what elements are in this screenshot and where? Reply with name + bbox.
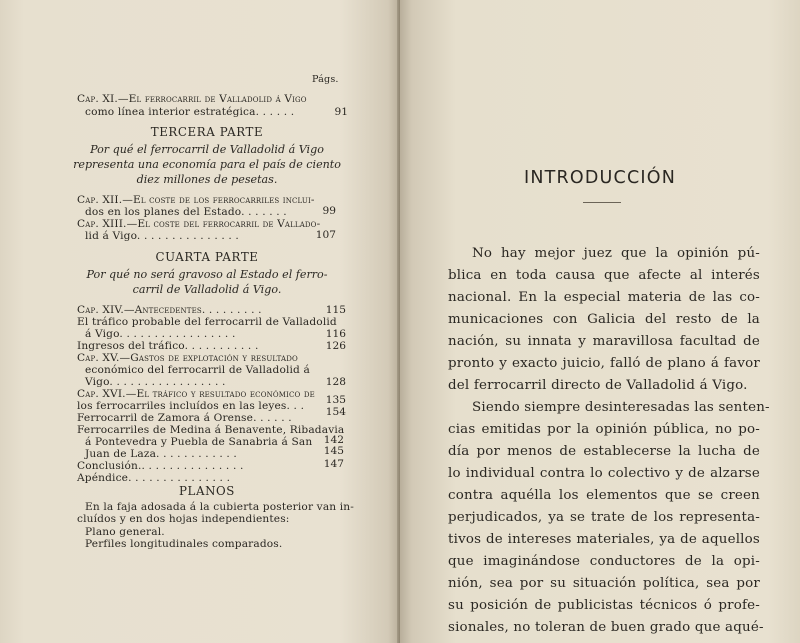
toc-line: económico del ferrocarril de Valladolid á <box>85 364 310 376</box>
paragraph-line: día por menos de establecerse la lucha de <box>448 444 760 459</box>
toc-line: Apéndice. . . . . . . . . . . . . . . <box>77 472 231 484</box>
part-three-subtitle-line: representa una economía para el país de ciento <box>73 158 341 171</box>
part-four-subtitle-line: carril de Valladolid á Vigo. <box>132 283 282 296</box>
paragraph-line: que imaginándose conductores de la opi- <box>448 554 760 569</box>
toc-page-number: 147 <box>323 458 344 470</box>
paragraph-line: municaciones con Galicia del resto de la <box>448 312 760 327</box>
toc-line: Conclusión.. . . . . . . . . . . . . . . <box>77 460 244 472</box>
paragraph-line: nión, sea por su situación política, sea por <box>448 576 760 591</box>
toc-line: Juan de Laza. . . . . . . . . . . . <box>85 448 237 460</box>
toc-page-number: 116 <box>325 328 346 340</box>
toc-page-number: 91 <box>334 106 348 118</box>
toc-line: Ferrocarril de Zamora á Orense. . . . . . <box>77 412 292 424</box>
paragraph-line: sionales, no toleran de buen grado que aqué- <box>448 620 764 635</box>
toc-line: Cap. XVI.—El tráfico y resultado económico de <box>77 388 315 400</box>
paragraph-line: perjudicados, ya se trate de los representa- <box>448 510 760 525</box>
title-divider <box>583 202 621 203</box>
right-page-introduction <box>400 0 800 643</box>
toc-line: Cap. XII.—El coste de los ferrocarriles inclui- <box>77 194 315 206</box>
toc-line: dos en los planes del Estado. . . . . . . <box>85 206 287 218</box>
toc-line: Cap. XI.—El ferrocarril de Valladolid á Vigo <box>77 93 307 105</box>
toc-page-number: 135 <box>325 394 346 406</box>
part-four-subtitle-line: Por qué no será gravoso al Estado el ferro- <box>86 268 328 281</box>
toc-line: Ferrocarriles de Medina á Benavente, Ribadavia <box>77 424 345 436</box>
toc-line: Ingresos del tráfico. . . . . . . . . . . <box>77 340 259 352</box>
planos-line: En la faja adosada á la cubierta posterior van in- <box>85 501 355 513</box>
paragraph-line: cias emitidas por la opinión pública, no po- <box>448 422 760 437</box>
paragraph-line: pronto y exacto juicio, falló de plano á favor <box>448 356 760 371</box>
part-three-subtitle-line: diez millones de pesetas. <box>136 173 278 186</box>
toc-line: como línea interior estratégica. . . . . . <box>85 106 295 118</box>
toc-page-number: 154 <box>325 406 346 418</box>
toc-page-number: 107 <box>315 229 336 241</box>
toc-line: Vigo. . . . . . . . . . . . . . . . . <box>85 376 226 388</box>
paragraph-line: su posición de publicistas técnicos ó profe- <box>448 598 760 613</box>
toc-line: á Pontevedra y Puebla de Sanabria á San <box>85 436 313 448</box>
paragraph-line: del ferrocarril directo de Valladolid á Vigo. <box>448 378 748 393</box>
toc-page-number: 142 <box>323 434 344 446</box>
paragraph-line: blica en toda causa que afecte al interés <box>448 268 760 283</box>
planos-line: Perfiles longitudinales comparados. <box>85 538 283 550</box>
part-three-heading: TERCERA PARTE <box>150 125 264 139</box>
toc-line: lid á Vigo. . . . . . . . . . . . . . . <box>85 230 239 242</box>
paragraph-line: nacional. En la especial materia de las co- <box>448 290 760 305</box>
toc-line: Cap. XIV.—Antecedentes. . . . . . . . . <box>77 304 262 316</box>
paragraph-line: Siendo siempre desinteresadas las senten- <box>472 400 770 415</box>
pages-column-header: Págs. <box>312 74 339 85</box>
planos-line: Plano general. <box>85 526 165 538</box>
toc-page-number: 115 <box>325 304 346 316</box>
chapter-title: INTRODUCCIÓN <box>523 168 677 188</box>
toc-line: El tráfico probable del ferrocarril de Valladolid <box>77 316 337 328</box>
planos-line: cluídos y en dos hojas independientes: <box>77 513 290 525</box>
toc-line: á Vigo. . . . . . . . . . . . . . . . . <box>85 328 236 340</box>
paragraph-line: tivos de intereses materiales, ya de aquellos <box>448 532 760 547</box>
toc-line: los ferrocarriles incluídos en las leyes. . . <box>77 400 305 412</box>
paragraph-line: lo individual contra lo colectivo y de alzarse <box>448 466 760 481</box>
toc-line: Cap. XV.—Gastos de explotación y resultado <box>77 352 298 364</box>
paragraph-line: No hay mejor juez que la opinión pú- <box>472 246 760 261</box>
planos-heading: PLANOS <box>179 484 235 498</box>
toc-line: Cap. XIII.—El coste del ferrocarril de Vallado- <box>77 218 321 230</box>
part-four-heading: CUARTA PARTE <box>155 250 259 264</box>
paragraph-line: contra aquélla los elementos que se creen <box>448 488 760 503</box>
toc-page-number: 126 <box>325 340 346 352</box>
toc-page-number: 128 <box>325 376 346 388</box>
paragraph-line: nación, su innata y maravillosa facultad de <box>448 334 760 349</box>
toc-page-number: 99 <box>322 205 336 217</box>
part-three-subtitle-line: Por qué el ferrocarril de Valladolid á Vigo <box>90 143 324 156</box>
toc-page-number: 145 <box>323 445 344 457</box>
